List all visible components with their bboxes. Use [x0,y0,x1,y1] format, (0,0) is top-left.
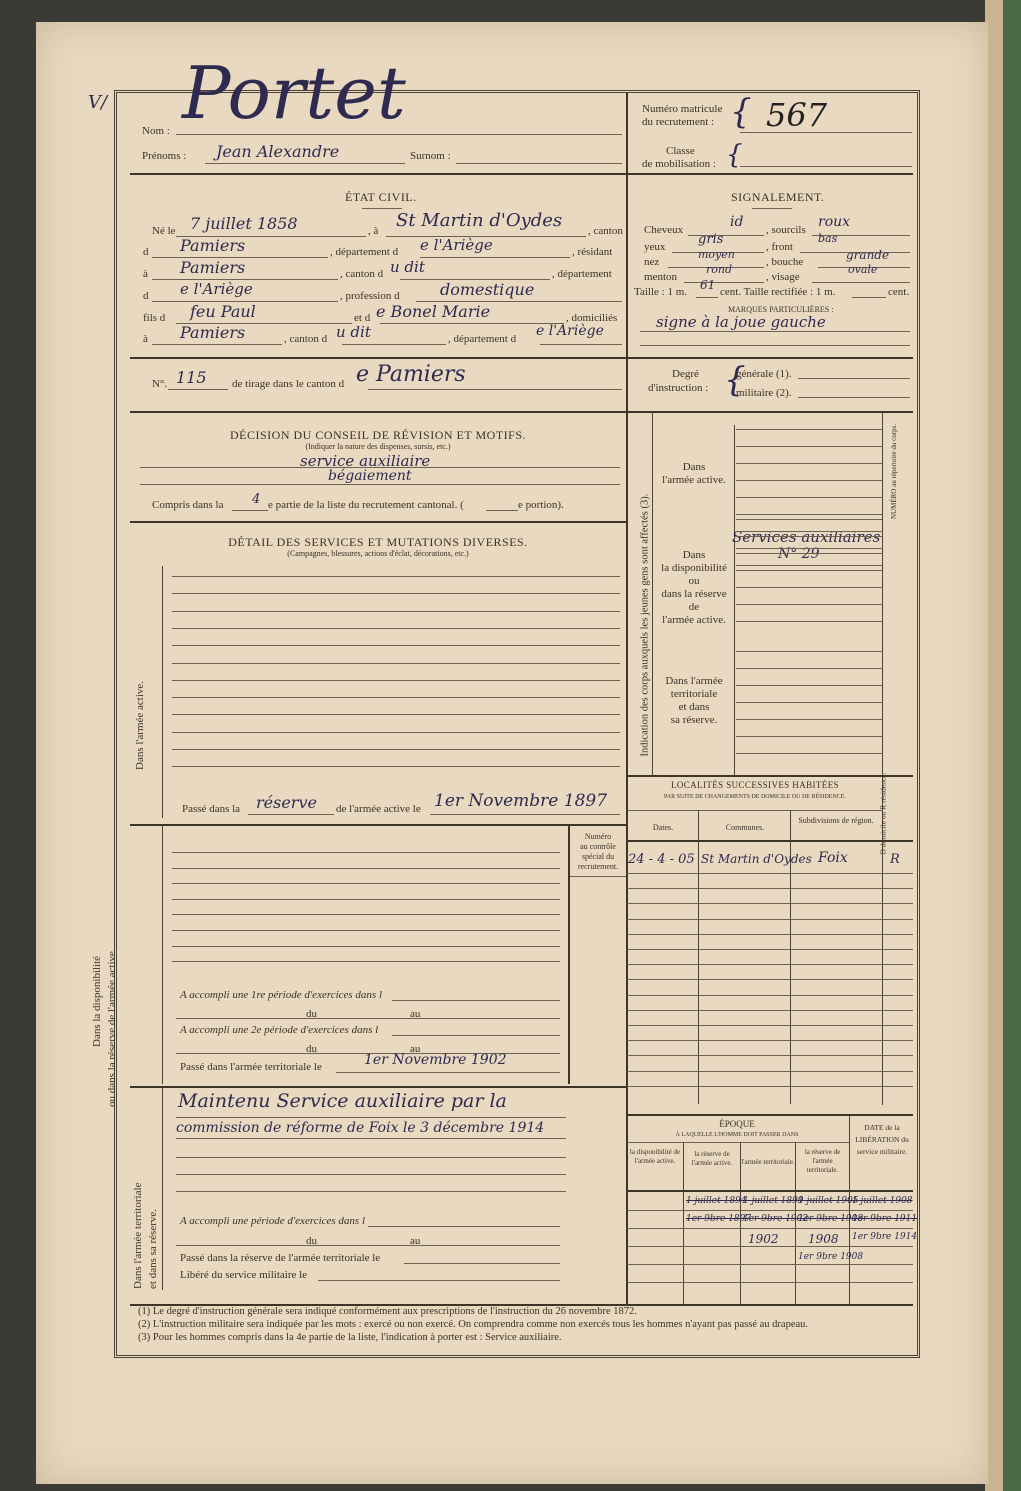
terr-hand-line-1: Maintenu Service auxiliaire par la [178,1090,507,1112]
taille-rectifiee-line [852,297,886,298]
corps-terr-line-2: territoriale [670,688,718,700]
corps-dispo-line-5: de [688,601,700,613]
corps-dispo-line-4: dans la réserve [661,588,727,600]
periode2-au: au [410,1043,421,1055]
detail-subtitle: (Campagnes, blessures, actions d'éclat, décorations, etc.) [287,549,469,558]
passe-reserve-terr-label: Passé dans la réserve de l'armée territoriale le [180,1252,381,1264]
portion-label: e portion). [518,499,564,511]
fils-d-label: fils d [143,312,166,324]
dispo-side-label-1: Dans la disponibilité [91,955,103,1047]
passe-reserve-terr-line [404,1263,560,1264]
detail-side-divider [162,566,163,818]
localites-row-commune: St Martin d'Oydes [701,852,812,866]
localites-row-date: 24 - 4 - 05 [628,852,695,867]
nom-line [176,134,622,135]
localites-subtitle: PAR SUITE DE CHANGEMENTS DE DOMICILE OU DE RÉSIDENCE. [664,794,846,800]
dispo-rule-line-7 [172,946,560,947]
corps-terr-line-4: sa réserve. [670,714,718,726]
localites-dr-side: D domicile ou R résidence. [878,772,888,855]
dispo-rule-line-4 [172,899,560,900]
dispo-rule-line-5 [172,914,560,915]
corps-dispo-line-6 [736,604,882,605]
terr-rule-line-2 [176,1174,566,1175]
dispo-rule-line-2 [172,868,560,869]
marques-title: MARQUES PARTICULIÈRES : [728,305,834,314]
epoque-head-top [627,1142,849,1143]
numero-label-4: recrutement. [577,862,619,871]
corps-terr-line-4 [736,702,882,703]
localites-rule-line-15 [627,1086,913,1087]
canton-d2-label: , canton d [284,333,328,345]
periode2-du: du [306,1043,317,1055]
corps-terr-label [654,675,734,727]
menton-line [684,282,764,283]
dispo-side-divider [162,826,163,1084]
passe-date: 1er Novembre 1897 [434,791,608,811]
corps-dispo-line-7 [736,621,882,622]
dep3-line [540,344,622,345]
marques-line-1 [640,331,910,332]
detail-rule-line-5 [172,645,620,646]
departement-value: e l'Ariège [420,236,493,254]
compris-line [232,510,268,511]
corps-dispo-line-2 [736,536,882,537]
prenoms-value: Jean Alexandre [216,142,340,161]
tirage-no-line [168,389,228,390]
footnote-1: (1) Le degré d'instruction générale sera indiqué conformément aux prescriptions de l'instruction du 26 novembre 1872. [138,1306,637,1317]
corps-terr-line-6 [736,736,882,737]
corps-dispo-label [654,549,734,627]
dispo-rule-line-8 [172,961,560,962]
periode2-label: A accompli une 2e période d'exercices dans l [180,1024,379,1036]
passe-date-line [430,814,620,815]
residant-label: , résidant [572,246,613,258]
detail-rule-line-4 [172,628,620,629]
passe-terr-line [336,1072,560,1073]
nom-value: Portet [182,51,406,135]
d2-label: d [143,290,149,302]
corps-active-line-3 [736,463,882,464]
matricule-line [740,132,912,133]
localites-rule-line-13 [627,1055,913,1056]
terr-side-label-2: et dans sa réserve. [147,1208,159,1289]
epoque-subtitle: À LAQUELLE L'HOMME DOIT PASSER DANS [675,1132,799,1138]
a2-label: à [143,268,148,280]
matricule-brace: { [730,92,752,132]
localites-header-communes: Communes. [725,823,765,832]
localites-rule-line-14 [627,1071,913,1072]
periode2-line [392,1035,560,1036]
et-d-label: et d [354,312,371,324]
epoque-c5-r2: 1er 9bre 1911 [852,1214,918,1224]
front-value: bas [818,232,838,245]
corps-dispo-line-5 [736,587,882,588]
corps-terr-line-1: Dans l'armée [665,675,723,687]
sourcils-label: , sourcils [766,224,806,236]
corps-terr-line-5 [736,719,882,720]
domicile-line [152,344,282,345]
decision-line-2: bégaiement [328,468,412,484]
a3-label: à [143,333,148,345]
libere-line [318,1280,560,1281]
libere-label: Libéré du service militaire le [180,1269,308,1281]
terr-au: au [410,1235,421,1247]
epoque-rule-line-5 [627,1282,913,1283]
detail-title: DÉTAIL DES SERVICES ET MUTATIONS DIVERSES. [228,535,528,549]
corps-terr-line-3 [736,685,882,686]
localites-row-subdivision: Foix [818,850,848,866]
cheveux-label: Cheveux [644,224,684,236]
numero-label-3: spécial du [581,852,615,861]
corps-active-line-1 [736,429,882,430]
epoque-c4-r3: 1908 [808,1232,839,1246]
corps-dispo-line-6: l'armée active. [662,614,726,626]
visage-line [812,282,910,283]
terr-du: du [306,1235,317,1247]
corps-dispo-line-4 [736,570,882,571]
terr-periode-label: A accompli une période d'exercices dans l [180,1215,366,1227]
domicilies-label: , domiciliés [566,312,618,324]
terr-line-1 [176,1117,566,1118]
periode1-label: A accompli une 1re période d'exercices dans l [180,989,383,1001]
corps-active-line-7 [736,531,882,532]
periode1-line [392,1000,560,1001]
corps-side-divider [652,413,653,775]
signalement-underline [752,208,792,209]
lieu-value: St Martin d'Oydes [396,210,563,231]
prenoms-label: Prénoms : [142,150,187,162]
terr-dates-line [176,1245,560,1246]
epoque-c3-r3: 1902 [748,1232,779,1246]
epoque-c2-r2: 1er 9bre 1897 [686,1214,752,1224]
d-instruction-label: d'instruction : [648,382,709,394]
corps-terr-line-7 [736,753,882,754]
localites-rule-line-11 [627,1025,913,1026]
localites-rule-line-12 [627,1040,913,1041]
ne-le-label: Né le [152,225,176,237]
instruction-generale-label: générale (1). [736,368,792,380]
tirage-rule [130,411,626,413]
epoque-c5-r1: 1 juillet 1908 [852,1196,913,1206]
decision-line-1: service auxiliaire [300,452,431,470]
epoque-c3-r1: 1 juillet 1899 [743,1196,804,1206]
corps-active-line-2: l'armée active. [662,474,726,486]
dispo-side-label-2: ou dans la réserve de l'armée active [106,951,118,1107]
corps-active-line-9 [736,565,882,566]
canton-label: , canton [588,225,623,237]
corps-dispo-line-2: la disponibilité [661,562,727,574]
decision-title: DÉCISION DU CONSEIL DE RÉVISION ET MOTIFS. [230,428,526,442]
epoque-title: ÉPOQUE [719,1119,755,1129]
classe-brace: { [726,140,743,170]
epoque-rule-line-4 [627,1264,913,1265]
degre-label: Degré [672,368,699,380]
periode1-dates-line [176,1018,560,1019]
cent-label: cent. [888,286,910,298]
tirage-canton-value: e Pamiers [356,362,466,387]
detail-rule-line-7 [172,680,620,681]
corps-dispo-hand-1: Services auxiliaires [732,528,881,546]
localites-head-top [627,810,883,811]
bouche-label: , bouche [766,256,804,268]
decision-rule-2 [140,484,620,485]
localites-header-dates: Dates. [652,823,674,832]
etat-civil-underline [362,208,402,209]
epoque-header-1: la disponibilité de l'armée active. [629,1148,681,1165]
instruction-rule [627,411,913,413]
matricule-value: 567 [766,96,828,134]
residence-value: Pamiers [180,258,246,277]
localites-rule-line-6 [627,949,913,950]
prenoms-line [205,163,405,164]
corps-dispo-line-1 [736,519,882,520]
mere-value: e Bonel Marie [376,302,491,321]
bouche-value: grande [846,248,890,262]
localites-header-subdivisions: Subdivisions de région. [798,816,874,825]
terr-side-label-1: Dans l'armée territoriale [132,1182,144,1289]
corps-active-line-2 [736,446,882,447]
passe-terr-label: Passé dans l'armée territoriale le [180,1061,322,1073]
partie-label: e partie de la liste du recrutement cantonal. ( [268,499,464,511]
epoque-c4-r1: 1 juillet 1905 [798,1196,859,1206]
corps-terr-line-3: et dans [678,701,710,713]
compris-label: Compris dans la [152,499,224,511]
dispo-rule-line-1 [172,852,560,853]
marques-value: signe à la joue gauche [656,313,826,331]
localites-row-dr: R [890,852,900,867]
profession-d-label: , profession d [340,290,400,302]
corps-active-line-6 [736,514,882,515]
departement-d2-label: , département d [448,333,517,345]
localites-title: LOCALITÉS SUCCESSIVES HABITÉES [670,780,839,790]
numero-label-1: Numéro [584,832,612,841]
nom-label: Nom : [142,125,170,137]
localites-rule-line-2 [627,888,913,889]
canton-d-label: , canton d [340,268,384,280]
etat-civil-title: ÉTAT CIVIL. [345,190,417,204]
footnote-2: (2) L'instruction militaire sera indiquée par les mots : exercé ou non exercé. On comprendra comme non exercés tous les hommes n'ayant pas passé au drapeau. [138,1319,809,1330]
cheveux-value: id [730,214,744,230]
epoque-c3-r2: 1er 9bre 1902 [743,1214,809,1224]
corps-active-line-5 [736,497,882,498]
matricule-label-2: du recrutement : [642,116,715,128]
taille-value: 61 [700,278,716,292]
epoque-c4-r4: 1er 9bre 1908 [798,1252,864,1262]
corps-side-label: Indication des corps auxquels les jeunes gens sont affectés (3). [639,493,651,757]
front-label: , front [766,241,793,253]
corps-active-line-4 [736,480,882,481]
tirage-no-label: N°. [152,378,168,390]
generale-line [798,378,910,379]
detail-rule-line-12 [172,766,620,767]
militaire-line [798,397,910,398]
localites-rule-line-7 [627,964,913,965]
detail-rule-line-2 [172,593,620,594]
departement-label: , département [552,268,612,280]
instruction-brace: { [724,360,746,400]
corps-dispo-hand-2: N° 29 [778,546,820,562]
numero-rule [570,876,626,877]
epoque-rule-line-1 [627,1210,913,1211]
localites-head-rule [627,840,913,842]
classe-label-2: de mobilisation : [642,158,716,170]
taille-label: Taille : 1 m. [634,286,687,298]
localites-rule-line-9 [627,995,913,996]
corps-label-divider [734,425,735,775]
corps-terr-line-2 [736,668,882,669]
corps-terr-line-1 [736,651,882,652]
epoque-header-3: l'armée territoriale. [741,1158,795,1166]
domicile-value: Pamiers [180,323,246,342]
localites-rule-line-10 [627,1010,913,1011]
corps-active-line-1: Dans [682,461,706,473]
corps-numero-side: NUMÉRO au répertoire du corps. [890,423,898,519]
corps-rule [627,775,913,777]
epoque-rule-line-3 [627,1246,913,1247]
dispo-rule [130,1086,626,1088]
canton3-line [342,344,446,345]
epoque-c2-r1: 1 juillet 1894 [686,1196,747,1206]
book-cover-edge [1003,0,1021,1491]
classe-line [740,166,912,167]
numero-controle-label [570,832,626,872]
surnom-line [456,163,622,164]
signalement-title: SIGNALEMENT. [731,190,825,204]
visage-value: ovale [848,263,878,276]
menton-label: menton [644,271,677,283]
decision-subtitle: (Indiquer la nature des dispenses, sursis, etc.) [305,442,451,451]
detail-side-label: Dans l'armée active. [134,680,146,770]
departement-line [420,257,570,258]
yeux-value: gris [698,232,724,247]
surnom-label: Surnom : [410,150,451,162]
terr-hand-line-2: commission de réforme de Foix le 3 décembre 1914 [176,1120,545,1136]
tirage-no-value: 115 [176,368,207,387]
sourcils-value: roux [818,214,851,230]
detail-rule-line-11 [172,749,620,750]
menton-value: rond [706,263,733,276]
corps-active-label [654,461,734,487]
dispo-rule-line-3 [172,883,560,884]
classe-label-1: Classe [666,145,695,157]
epoque-head-rule [627,1190,913,1192]
taille-line [696,297,718,298]
compris-value: 4 [252,492,261,507]
localites-rule-line-4 [627,919,913,920]
passe-line [248,814,334,815]
epoque-c4-r2: 1er 9bre 1908 [798,1214,864,1224]
corps-dispo-line-1: Dans [682,549,706,561]
dep2-value: e l'Ariège [180,280,253,298]
localites-col-1 [698,810,699,1104]
matricule-label-1: Numéro matricule [642,103,723,115]
periode1-du: du [306,1008,317,1020]
nez-value: moyen [698,248,735,261]
canton-value: Pamiers [180,236,246,255]
yeux-label: yeux [644,241,666,253]
passe-rest-label: de l'armée active le [336,803,421,815]
a-label: , à [368,225,379,237]
corps-dispo-line-3: ou [688,575,700,587]
passe-terr-value: 1er Novembre 1902 [364,1052,507,1068]
passe-label: Passé dans la [182,803,241,815]
localites-rule-line-3 [627,903,913,904]
localites-rule-line-5 [627,934,913,935]
taille-rectifiee-label: cent. Taille rectifiée : 1 m. [720,286,836,298]
localites-rule-line-8 [627,979,913,980]
dep3-value: e l'Ariège [536,323,604,339]
detail-rule-line-8 [172,697,620,698]
terr-rule-line-1 [176,1157,566,1158]
canton3-value: u dit [336,323,371,341]
detail-rule-line-10 [172,732,620,733]
terr-periode-line [368,1226,560,1227]
portion-line [486,510,518,511]
epoque-header-2: la réserve de l'armée active. [691,1150,733,1167]
profession-value: domestique [440,280,535,299]
visage-label: , visage [766,271,800,283]
departement-d-label: , département d [330,246,399,258]
epoque-date-header: DATE de la LIBÉRATION du service militaire. [855,1123,909,1156]
decision-rule [130,521,626,523]
nez-label: nez [644,256,660,268]
pere-value: feu Paul [190,302,256,321]
epoque-header-4: la réserve de l'armée territoriale. [804,1148,841,1174]
passe-value: réserve [256,793,317,812]
terr-line-2 [176,1138,566,1139]
detail-rule-line-6 [172,663,620,664]
corps-active-line-8 [736,548,882,549]
detail-rule-line-1 [172,576,620,577]
detail-rule-line-9 [172,714,620,715]
terr-rule-line-3 [176,1191,566,1192]
dispo-rule-line-6 [172,930,560,931]
tirage-label: de tirage dans le canton d [232,378,345,390]
corps-numero-divider [882,413,883,775]
canton2-value: u dit [390,258,425,276]
footnote-3: (3) Pour les hommes compris dans la 4e partie de la liste, l'indication à porter est : Service auxiliaire. [138,1332,562,1343]
etat-civil-rule [130,357,626,359]
signalement-rule [627,357,913,359]
marques-line-2 [640,345,910,346]
corps-dispo-line-3 [736,553,882,554]
epoque-c5-r3: 1er 9bre 1914 [852,1232,918,1242]
localites-rule [627,1114,913,1116]
ne-le-value: 7 juillet 1858 [190,214,298,233]
header-rule-left [130,173,626,175]
localites-rule-line-1 [627,873,913,874]
header-rule-right [627,173,913,175]
margin-mark: V/ [88,92,108,113]
instruction-militaire-label: militaire (2). [736,387,792,399]
detail-rule [130,824,626,826]
periode1-au: au [410,1008,421,1020]
terr-side-divider [162,1088,163,1290]
tirage-canton-line [368,389,622,390]
d1-label: d [143,246,149,258]
detail-rule-line-3 [172,611,620,612]
epoque-rule-line-2 [627,1228,913,1229]
numero-label-2: au contrôle [580,842,616,851]
